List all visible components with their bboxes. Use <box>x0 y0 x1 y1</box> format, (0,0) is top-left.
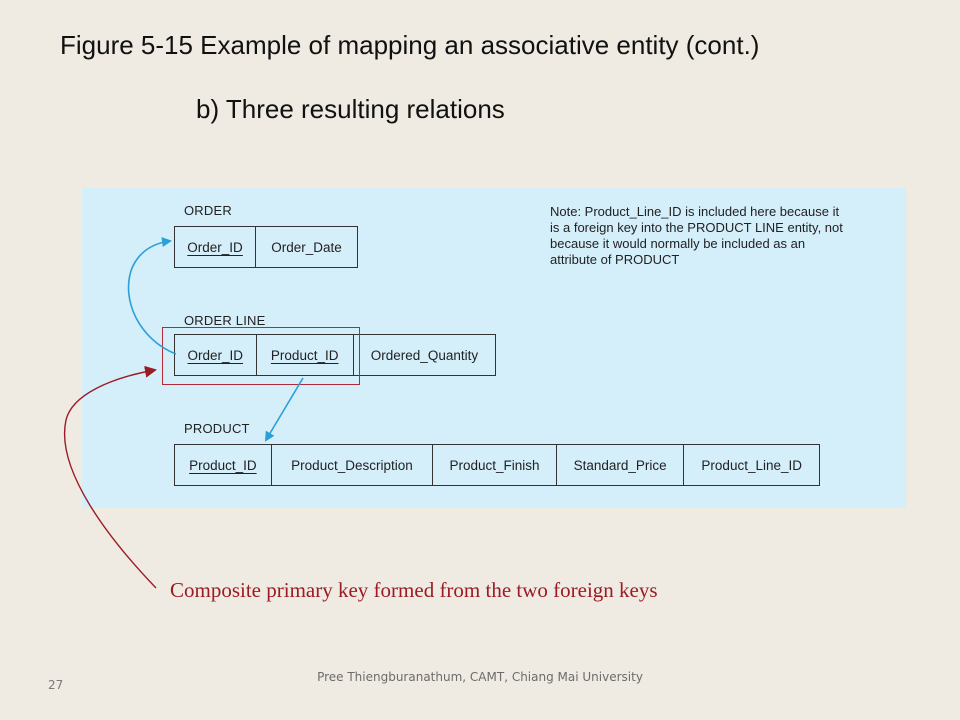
attribute-product-description: Product_Description <box>272 445 434 485</box>
footer-text: Pree Thiengburanathum, CAMT, Chiang Mai University <box>317 670 643 684</box>
attribute-product-line-id: Product_Line_ID <box>701 457 802 473</box>
foreign-key-arrow-product <box>266 378 303 440</box>
entity-label-order: ORDER <box>184 203 232 218</box>
slide-title: Figure 5-15 Example of mapping an associative entity (cont.) <box>60 30 760 60</box>
attribute-ordered-quantity: Ordered_Quantity <box>370 347 479 363</box>
diagram-note: Note: Product_Line_ID is included here because it is a foreign key into the PRODUCT LINE entity, not because it would normally be included as an attribute of PRODUCT <box>550 204 843 267</box>
annotation-arrow <box>65 370 156 588</box>
attribute-product-id: Product_ID <box>175 445 272 485</box>
attribute-standard-price: Standard_Price <box>557 445 685 485</box>
attribute-order-date: Order_Date <box>271 239 342 255</box>
entity-label-product: PRODUCT <box>184 421 250 436</box>
slide-subtitle: b) Three resulting relations <box>196 94 505 124</box>
foreign-key-arrow-order <box>129 241 176 354</box>
attribute-product-finish: Product_Finish <box>433 445 557 485</box>
composite-key-annotation: Composite primary key formed from the two foreign keys <box>170 578 658 602</box>
slide-number: 27 <box>48 678 64 692</box>
attribute-product-id: Product_ID <box>257 335 354 375</box>
attribute-order-id: Order_ID <box>175 335 257 375</box>
attribute-order-id: Order_ID <box>175 227 256 267</box>
entity-label-order-line: ORDER LINE <box>184 313 266 328</box>
